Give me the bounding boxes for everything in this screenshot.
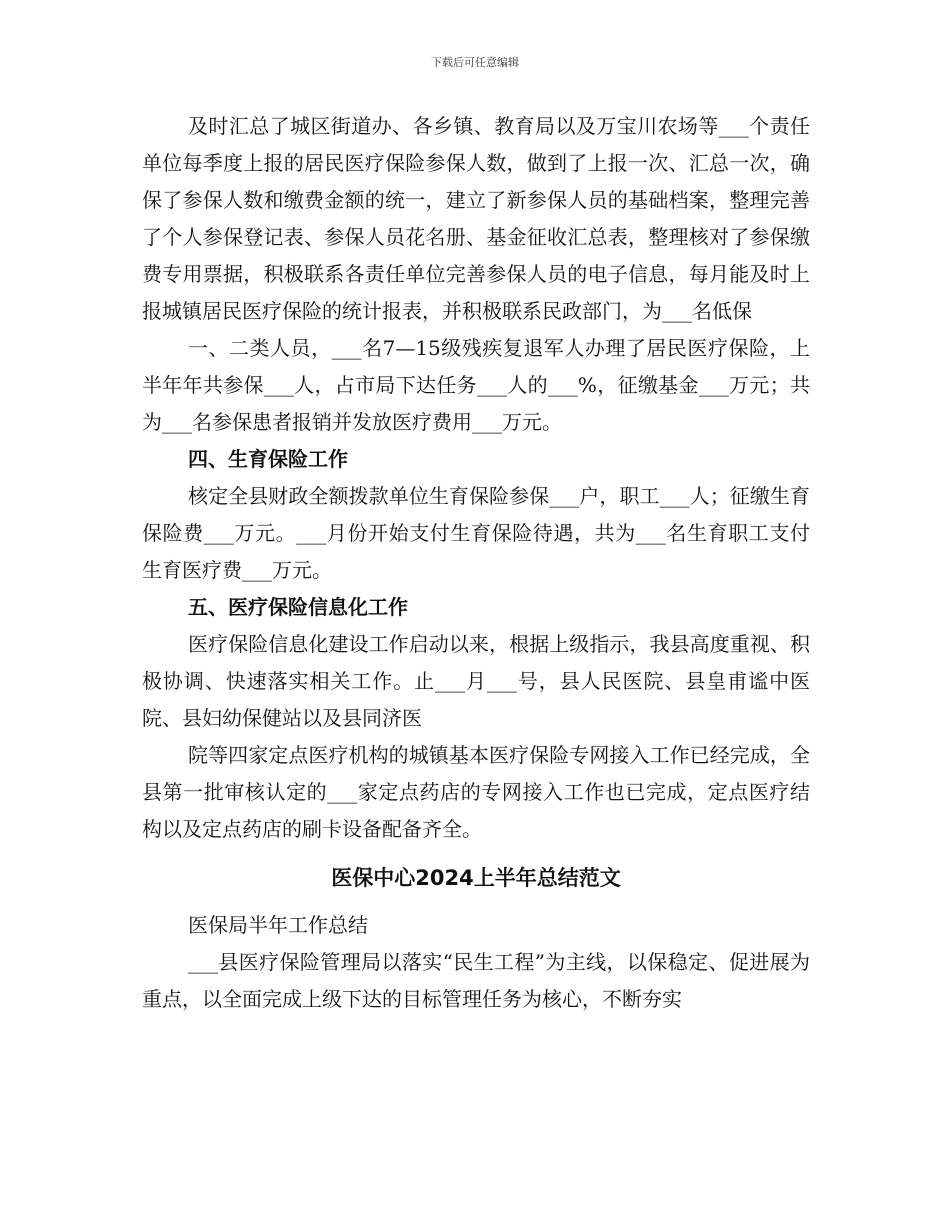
- page-header-note: 下载后可任意编辑: [431, 56, 519, 69]
- section-heading-maternity-insurance: 四、生育保险工作: [188, 447, 348, 471]
- paragraph-maternity-insurance: 核定全县财政全额拨款单位生育保险参保___户，职工___人；征缴生育保险费___万元。___月份开始支付生育保险待遇，共为___名生育职工支付生育医疗费___万元。: [142, 484, 810, 582]
- paragraph-network-access: 院等四家定点医疗机构的城镇基本医疗保险专网接入工作已经完成，全县第一批审核认定的___家定点药店的专网接入工作也已完成，定点医疗结构以及定点药店的刷卡设备配备齐全。: [142, 743, 810, 841]
- section-heading-informatization: 五、医疗保险信息化工作: [188, 595, 408, 619]
- document-title: 医保中心2024上半年总结范文: [331, 866, 621, 890]
- paragraph-disabled-veterans: 一、二类人员，___名7—15级残疾复退军人办理了居民医疗保险，上半年年共参保___人，占市局下达任务___人的___%，征缴基金___万元；共为___名参保患者报销并发放医疗费用___万元。: [142, 336, 810, 434]
- paragraph-informatization: 医疗保险信息化建设工作启动以来，根据上级指示，我县高度重视、积极协调、快速落实相关工作。止___月___号，县人民医院、县皇甫谧中医院、县妇幼保健站以及县同济医: [142, 632, 810, 730]
- paragraph-subtitle: 医保局半年工作总结: [188, 913, 368, 937]
- paragraph-intro: ___县医疗保险管理局以落实“民生工程”为主线，以保稳定、促进展为重点，以全面完成上级下达的目标管理任务为核心，不断夯实: [142, 950, 810, 1011]
- paragraph-enrollment-summary: 及时汇总了城区街道办、各乡镇、教育局以及万宝川农场等___个责任单位每季度上报的居民医疗保险参保人数，做到了上报一次、汇总一次，确保了参保人数和缴费金额的统一，建立了新参保人员的基础档案，整理完善了个人参保登记表、参保人员花名册、基金征收汇总表，整理核对了参保缴费专用票据，积极联系各责任单位完善参保人员的电子信息，每月能及时上报城镇居民医疗保险的统计报表，并积极联系民政部门，为___名低保: [142, 114, 810, 323]
- document-body: [142, 108, 810, 1018]
